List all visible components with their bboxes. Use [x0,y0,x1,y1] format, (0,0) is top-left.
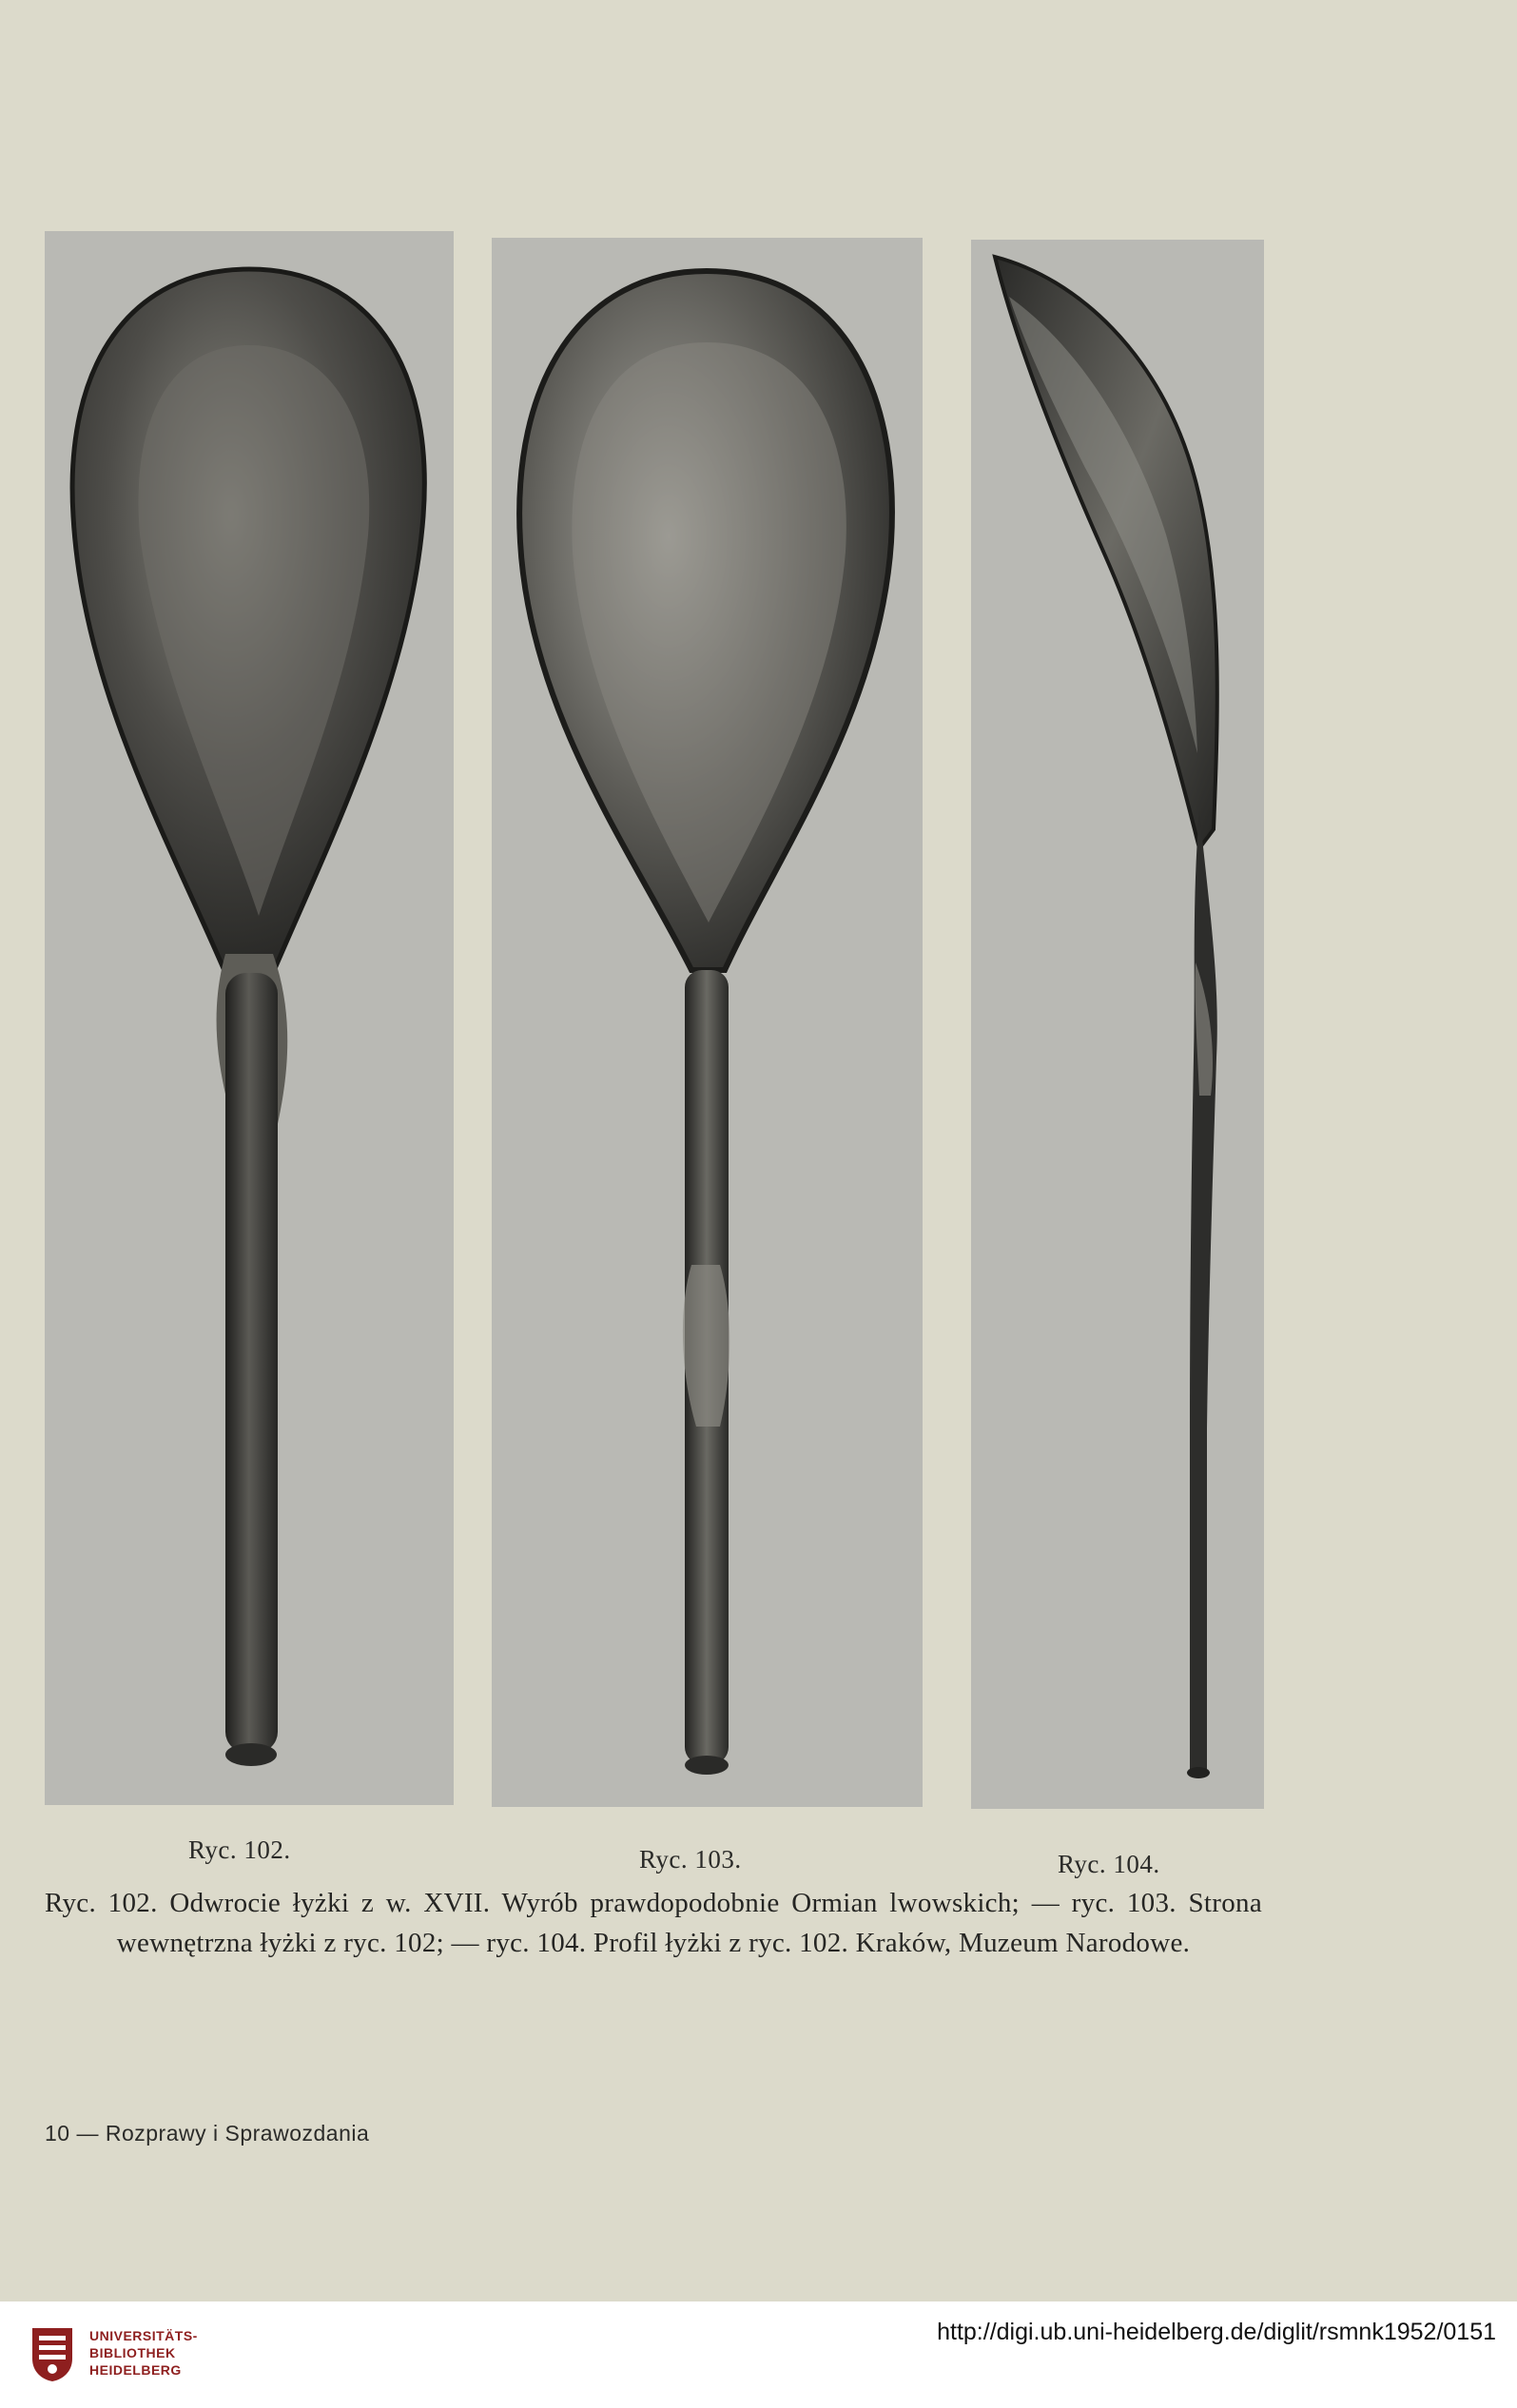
figure-label-103: Ryc. 103. [639,1845,742,1874]
photo-spoon-profile [971,240,1264,1809]
logo-line: BIBLIOTHEK [89,2345,176,2360]
figure-label-102: Ryc. 102. [188,1835,291,1864]
source-url-link[interactable]: http://digi.ub.uni-heidelberg.de/diglit/rsmnk1952/0151 [937,2319,1496,2345]
digitization-footer [0,2301,1517,2408]
photo-spoon-inner-side [492,238,923,1807]
figure-label-104: Ryc. 104. [1058,1850,1160,1878]
page-folio: 10 — Rozprawy i Sprawozdania [45,2121,370,2146]
university-seal-icon [29,2324,76,2383]
library-logo-text [89,2327,198,2379]
logo-line: UNIVERSITÄTS- [89,2328,198,2343]
logo-line: HEIDELBERG [89,2362,182,2378]
figure-caption: Ryc. 102. Odwrocie łyżki z w. XVII. Wyrób prawdopodobnie Ormian lwowskich; — ryc. 103. Strona wewnętrzna łyżki z ryc. 102; — ryc. 104. Profil łyżki z ryc. 102. Kraków, Muzeum Narodowe. [45,1888,1262,1958]
photo-spoon-reverse [45,231,454,1805]
